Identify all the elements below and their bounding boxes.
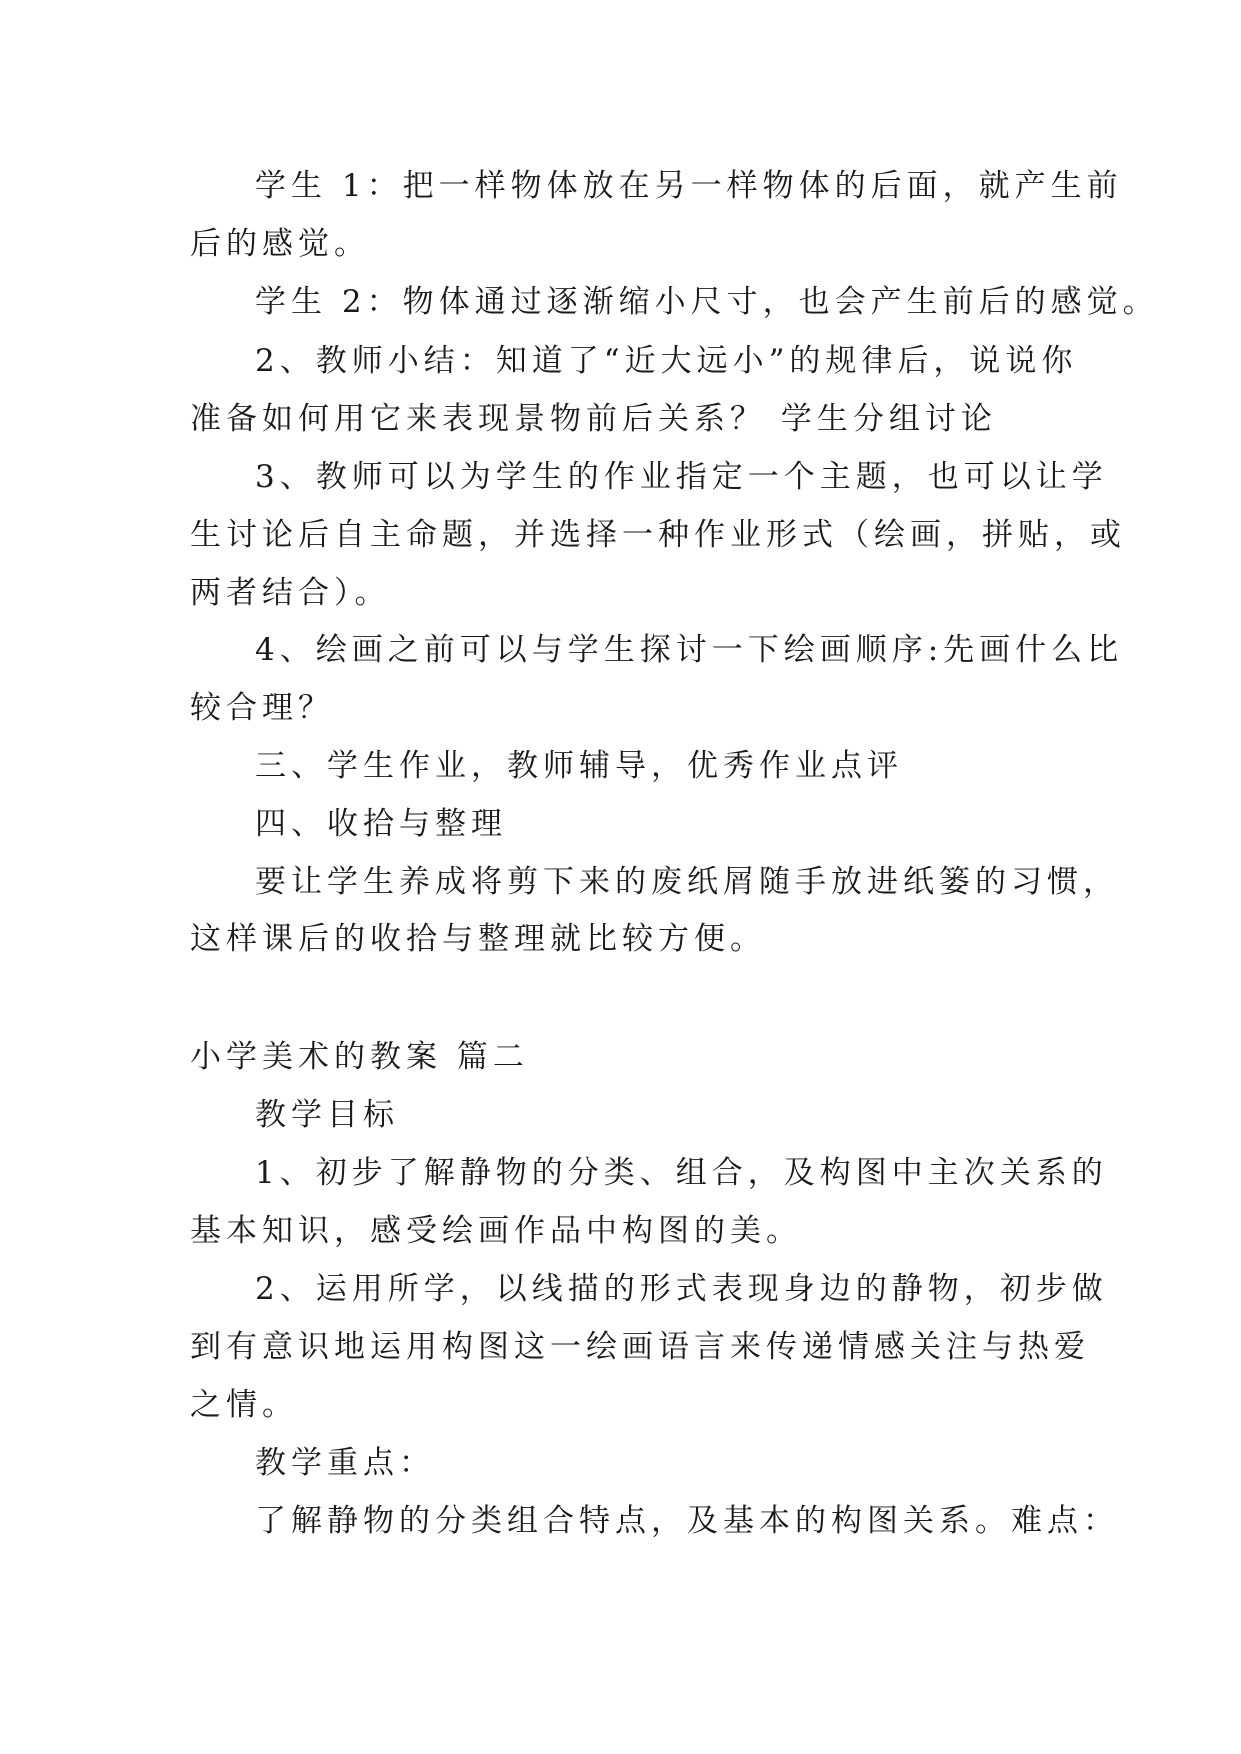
paragraph-line: 这样课后的收拾与整理就比较方便。	[190, 921, 766, 957]
paragraph-line: 教学重点：	[255, 1445, 435, 1481]
paragraph-line: 了解静物的分类组合特点，及基本的构图关系。难点：	[255, 1503, 1119, 1539]
paragraph-line: 之情。	[190, 1387, 298, 1423]
paragraph-line: 2、教师小结：知道了“近大远小”的规律后，说说你	[255, 343, 1078, 379]
paragraph-line: 3、教师可以为学生的作业指定一个主题，也可以让学	[255, 459, 1108, 495]
paragraph-line: 2、运用所学，以线描的形式表现身边的静物，初步做	[255, 1271, 1108, 1307]
paragraph-line: 后的感觉。	[190, 226, 370, 262]
paragraph-line: 生讨论后自主命题，并选择一种作业形式（绘画，拼贴，或	[190, 517, 1126, 553]
paragraph-line: 较合理？	[190, 690, 334, 726]
paragraph-line: 三、学生作业，教师辅导，优秀作业点评	[255, 748, 903, 784]
paragraph-line: 4、绘画之前可以与学生探讨一下绘画顺序:先画什么比	[255, 632, 1124, 668]
paragraph-line: 两者结合）。	[190, 575, 391, 611]
section-heading: 小学美术的教案 篇二	[190, 1039, 529, 1075]
paragraph-line: 学生 2：物体通过逐渐缩小尺寸，也会产生前后的感觉。	[255, 284, 1159, 320]
paragraph-line: 要让学生养成将剪下来的废纸屑随手放进纸篓的习惯，	[255, 864, 1119, 900]
paragraph-line: 四、收拾与整理	[255, 806, 507, 842]
paragraph-line: 准备如何用它来表现景物前后关系？ 学生分组讨论	[190, 401, 997, 437]
paragraph-line: 教学目标	[255, 1097, 399, 1133]
paragraph-line: 基本知识，感受绘画作品中构图的美。	[190, 1213, 802, 1249]
paragraph-line: 1、初步了解静物的分类、组合，及构图中主次关系的	[255, 1155, 1108, 1191]
paragraph-line: 到有意识地运用构图这一绘画语言来传递情感关注与热爱	[190, 1329, 1090, 1365]
paragraph-line: 学生 1：把一样物体放在另一样物体的后面，就产生前	[255, 168, 1123, 204]
